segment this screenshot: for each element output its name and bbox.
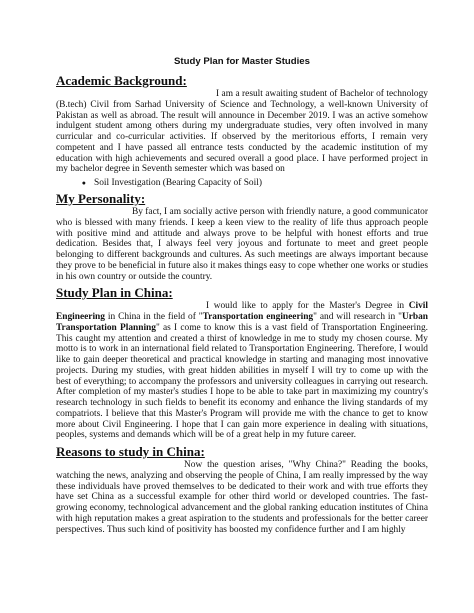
section-heading-reasons: Reasons to study in China: <box>56 444 205 459</box>
list-item <box>56 178 428 189</box>
reasons-text: Now the question arises, "Why China?" Reading the books, watching the news, analyzing and observing the people of China, I am really impressed by the way these individuals have proved themselves to be dedicated to their work and with true efforts they have set China as a successful example for other third world or developed countries. The fast-growing economy, technological advancement and the global ranking education institutes of China with high reputation makes a great aspiration to the students and professionals for the better career perspectives. Thus such kind of positivity has boosted my confidence further and I am highly <box>56 460 428 535</box>
study-plan-bold-2: Transportation engineering <box>202 312 314 322</box>
personality-text: By fact, I am socially active person with friendly nature, a good communicator who is blessed with many friends. I keep a keen view to the reality of life thus approach people with positive mind and attitude and always prove to be helpful with honest efforts and true dedication. Besides that, I always feel very joyous and fortunate to meet and greet people belonging to different backgrounds and cultures. As such meetings are always important because they prove to be beneficial in future also it makes things easy to cope whether one works or studies in his own country or outside the country. <box>56 207 428 282</box>
study-plan-paragraph <box>56 301 428 441</box>
section-heading-study-plan: Study Plan in China: <box>56 285 173 301</box>
section-heading-personality: My Personality: <box>56 191 146 206</box>
study-plan-bold-3: Urban Transportation Planning <box>56 312 428 333</box>
study-plan-text-4: " as I come to know this is a vast field of Transportation Engineering. This caught my attention and created a thirst of knowledge in me to study my chosen course. My motto is to work in an international field related to Transportation Engineering. Therefore, I would like to gain deeper theoretical and practical knowledge in starting and managing most innovative projects. During my studies, with great hidden abilities in myself I will try to come up with the best of everything; to accompany the professors and university colleagues in carrying out research. After completion of my master's studies I hope to be able to take part in maximizing my country's research technology in such fields to benefit its economy and enhance the living standards of my compatriots. I believe that this Master's Program will provide me with the chance to get to know more about Civil Engineering. I hope that I can gain more experience in dealing with situations, peoples, systems and demands which will be of a great help in my future career. <box>56 322 428 441</box>
study-plan-text-2: in China in the field of " <box>104 312 203 322</box>
study-plan-text-3: " and will research in " <box>313 312 402 322</box>
study-plan-bold-1: Civil Engineering <box>56 301 428 322</box>
project-bullet-list <box>56 178 428 189</box>
study-plan-text-1: I would like to apply for the Master's Degree in <box>206 301 409 312</box>
reasons-paragraph <box>56 460 428 535</box>
academic-text: I am a result awaiting student of Bachelor of technology (B.tech) Civil from Sarhad University of Science and Technology, a well-known University of Pakistan as well as abroad. The result will announce in December 2019. I was an active somehow indulgent student among others during my undergraduate studies, very often involved in many curricular and co-curricular activities. If observed by the meritorious efforts, I remain very competent and I have passed all entrance tests conducted by the academic institution of my education with high achievements and secured overall a good place. I have performed project in my bachelor degree in Seventh semester which was based on <box>56 89 428 175</box>
bullet-text: Soil Investigation (Bearing Capacity of Soil) <box>94 178 262 188</box>
section-heading-academic: Academic Background: <box>56 73 187 88</box>
document-title: Study Plan for Master Studies <box>174 56 310 67</box>
personality-paragraph <box>56 207 428 282</box>
bullet-icon: ● <box>81 179 86 187</box>
academic-paragraph <box>56 89 428 175</box>
